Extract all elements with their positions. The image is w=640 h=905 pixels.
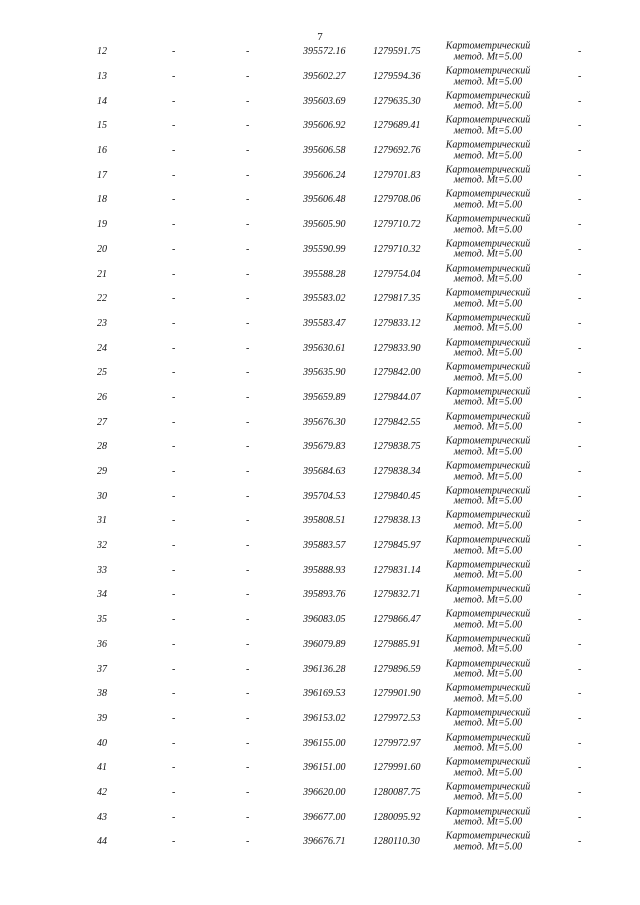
method-description: Картометрический метод. Mt=5.00 bbox=[445, 312, 531, 334]
empty-dash-2: - bbox=[246, 836, 250, 848]
empty-dash-3: - bbox=[578, 737, 582, 749]
method-description: Картометрический метод. Mt=5.00 bbox=[445, 139, 531, 162]
empty-dash-3: - bbox=[578, 688, 582, 700]
point-number: 15 bbox=[97, 120, 107, 132]
empty-dash-1: - bbox=[172, 293, 176, 305]
empty-dash-3: - bbox=[578, 169, 582, 181]
method-description: Картометрический метод. Mt=5.00 bbox=[445, 65, 531, 88]
method-description: Картометрический метод. Mt=5.00 bbox=[445, 213, 531, 236]
empty-dash-1: - bbox=[172, 688, 176, 700]
coordinate-y: 1280110.30 bbox=[373, 836, 420, 848]
empty-dash-2: - bbox=[246, 391, 250, 403]
empty-dash-3: - bbox=[578, 268, 582, 280]
empty-dash-1: - bbox=[172, 243, 176, 255]
table-row bbox=[0, 40, 640, 65]
empty-dash-3: - bbox=[578, 515, 582, 527]
coordinate-x: 395583.02 bbox=[303, 293, 346, 305]
coordinate-x: 395704.53 bbox=[303, 490, 346, 502]
empty-dash-3: - bbox=[578, 441, 582, 453]
method-description: Картометрический метод. Mt=5.00 bbox=[445, 337, 531, 359]
empty-dash-2: - bbox=[246, 441, 250, 453]
empty-dash-3: - bbox=[578, 614, 582, 626]
coordinate-x: 395606.24 bbox=[303, 169, 346, 181]
table-row bbox=[0, 213, 640, 238]
coordinate-x: 396155.00 bbox=[303, 737, 346, 749]
point-number: 29 bbox=[97, 466, 107, 478]
coordinate-x: 396136.28 bbox=[303, 663, 346, 675]
empty-dash-2: - bbox=[246, 46, 250, 58]
empty-dash-3: - bbox=[578, 243, 582, 255]
coordinate-y: 1279754.04 bbox=[373, 268, 421, 280]
coordinate-x: 395679.83 bbox=[303, 441, 346, 453]
table-row bbox=[0, 509, 640, 534]
coordinate-x: 395590.99 bbox=[303, 243, 346, 255]
coordinates-table bbox=[0, 40, 640, 855]
coordinate-x: 395676.30 bbox=[303, 416, 346, 428]
point-number: 12 bbox=[97, 46, 107, 58]
empty-dash-3: - bbox=[578, 416, 582, 428]
empty-dash-3: - bbox=[578, 786, 582, 798]
method-description: Картометрический метод. Mt=5.00 bbox=[445, 238, 531, 260]
coordinate-y: 1279840.45 bbox=[373, 490, 421, 502]
coordinate-x: 395602.27 bbox=[303, 71, 346, 83]
table-row bbox=[0, 682, 640, 707]
empty-dash-1: - bbox=[172, 71, 176, 83]
empty-dash-2: - bbox=[246, 95, 250, 107]
empty-dash-2: - bbox=[246, 688, 250, 700]
point-number: 32 bbox=[97, 540, 107, 552]
method-description: Картометрический метод. Mt=5.00 bbox=[445, 682, 531, 705]
empty-dash-1: - bbox=[172, 762, 176, 774]
empty-dash-3: - bbox=[578, 342, 582, 354]
empty-dash-2: - bbox=[246, 762, 250, 774]
table-row bbox=[0, 114, 640, 139]
empty-dash-3: - bbox=[578, 391, 582, 403]
coordinate-y: 1279833.12 bbox=[373, 317, 421, 329]
table-row bbox=[0, 805, 640, 830]
coordinate-x: 395635.90 bbox=[303, 367, 346, 379]
method-description: Картометрический метод. Mt=5.00 bbox=[445, 781, 531, 803]
coordinate-x: 395605.90 bbox=[303, 219, 346, 231]
empty-dash-1: - bbox=[172, 811, 176, 823]
empty-dash-3: - bbox=[578, 836, 582, 848]
coordinate-x: 396676.71 bbox=[303, 836, 346, 848]
method-description: Картометрический метод. Mt=5.00 bbox=[445, 658, 531, 680]
table-row bbox=[0, 238, 640, 263]
point-number: 16 bbox=[97, 145, 107, 157]
empty-dash-3: - bbox=[578, 293, 582, 305]
empty-dash-2: - bbox=[246, 342, 250, 354]
method-description: Картометрический метод. Mt=5.00 bbox=[445, 40, 531, 63]
method-description: Картометрический метод. Mt=5.00 bbox=[445, 756, 531, 779]
method-description: Картометрический метод. Mt=5.00 bbox=[445, 633, 531, 655]
empty-dash-1: - bbox=[172, 317, 176, 329]
empty-dash-2: - bbox=[246, 268, 250, 280]
empty-dash-2: - bbox=[246, 786, 250, 798]
empty-dash-1: - bbox=[172, 540, 176, 552]
table-row bbox=[0, 460, 640, 485]
table-row bbox=[0, 633, 640, 658]
point-number: 27 bbox=[97, 416, 107, 428]
empty-dash-3: - bbox=[578, 194, 582, 206]
coordinate-y: 1279832.71 bbox=[373, 589, 421, 601]
point-number: 20 bbox=[97, 243, 107, 255]
point-number: 14 bbox=[97, 95, 107, 107]
point-number: 17 bbox=[97, 169, 107, 181]
point-number: 36 bbox=[97, 638, 107, 650]
empty-dash-3: - bbox=[578, 145, 582, 157]
empty-dash-3: - bbox=[578, 564, 582, 576]
empty-dash-2: - bbox=[246, 614, 250, 626]
empty-dash-1: - bbox=[172, 564, 176, 576]
table-row bbox=[0, 312, 640, 337]
point-number: 21 bbox=[97, 268, 107, 280]
empty-dash-1: - bbox=[172, 515, 176, 527]
empty-dash-1: - bbox=[172, 169, 176, 181]
coordinate-x: 395893.76 bbox=[303, 589, 346, 601]
method-description: Картометрический метод. Mt=5.00 bbox=[445, 509, 531, 532]
method-description: Картометрический метод. Mt=5.00 bbox=[445, 114, 531, 137]
empty-dash-2: - bbox=[246, 317, 250, 329]
empty-dash-1: - bbox=[172, 836, 176, 848]
empty-dash-2: - bbox=[246, 589, 250, 601]
coordinate-y: 1280087.75 bbox=[373, 786, 421, 798]
table-row bbox=[0, 781, 640, 806]
point-number: 35 bbox=[97, 614, 107, 626]
coordinate-y: 1280095.92 bbox=[373, 811, 421, 823]
empty-dash-1: - bbox=[172, 638, 176, 650]
method-description: Картометрический метод. Mt=5.00 bbox=[445, 411, 531, 433]
coordinate-x: 395684.63 bbox=[303, 466, 346, 478]
point-number: 42 bbox=[97, 786, 107, 798]
coordinate-y: 1279833.90 bbox=[373, 342, 421, 354]
coordinate-y: 1279635.30 bbox=[373, 95, 421, 107]
table-row bbox=[0, 287, 640, 312]
table-row bbox=[0, 386, 640, 411]
empty-dash-2: - bbox=[246, 712, 250, 724]
point-number: 26 bbox=[97, 391, 107, 403]
coordinate-x: 395606.92 bbox=[303, 120, 346, 132]
coordinate-y: 1279838.34 bbox=[373, 466, 421, 478]
table-row bbox=[0, 731, 640, 756]
method-description: Картометрический метод. Mt=5.00 bbox=[445, 806, 531, 828]
coordinate-x: 395572.16 bbox=[303, 46, 346, 58]
empty-dash-1: - bbox=[172, 46, 176, 58]
point-number: 24 bbox=[97, 342, 107, 354]
point-number: 38 bbox=[97, 688, 107, 700]
coordinate-x: 395583.47 bbox=[303, 317, 346, 329]
empty-dash-2: - bbox=[246, 811, 250, 823]
point-number: 31 bbox=[97, 515, 107, 527]
empty-dash-1: - bbox=[172, 367, 176, 379]
empty-dash-1: - bbox=[172, 95, 176, 107]
empty-dash-3: - bbox=[578, 367, 582, 379]
table-row bbox=[0, 410, 640, 435]
empty-dash-1: - bbox=[172, 120, 176, 132]
coordinate-y: 1279901.90 bbox=[373, 688, 421, 700]
coordinate-x: 395808.51 bbox=[303, 515, 346, 527]
coordinate-y: 1279701.83 bbox=[373, 169, 421, 181]
empty-dash-2: - bbox=[246, 515, 250, 527]
empty-dash-1: - bbox=[172, 441, 176, 453]
coordinate-x: 396083.05 bbox=[303, 614, 346, 626]
empty-dash-1: - bbox=[172, 194, 176, 206]
empty-dash-1: - bbox=[172, 416, 176, 428]
empty-dash-3: - bbox=[578, 490, 582, 502]
point-number: 23 bbox=[97, 317, 107, 329]
empty-dash-3: - bbox=[578, 466, 582, 478]
empty-dash-2: - bbox=[246, 638, 250, 650]
method-description: Картометрический метод. Mt=5.00 bbox=[445, 534, 531, 557]
empty-dash-3: - bbox=[578, 589, 582, 601]
coordinate-x: 395606.58 bbox=[303, 145, 346, 157]
empty-dash-3: - bbox=[578, 540, 582, 552]
table-row bbox=[0, 657, 640, 682]
table-row bbox=[0, 484, 640, 509]
empty-dash-2: - bbox=[246, 490, 250, 502]
point-number: 41 bbox=[97, 762, 107, 774]
empty-dash-3: - bbox=[578, 663, 582, 675]
empty-dash-2: - bbox=[246, 219, 250, 231]
coordinate-x: 395659.89 bbox=[303, 391, 346, 403]
empty-dash-3: - bbox=[578, 120, 582, 132]
coordinate-y: 1279842.00 bbox=[373, 367, 421, 379]
table-row bbox=[0, 435, 640, 460]
empty-dash-3: - bbox=[578, 95, 582, 107]
coordinate-x: 395883.57 bbox=[303, 540, 346, 552]
coordinate-y: 1279710.32 bbox=[373, 243, 421, 255]
empty-dash-3: - bbox=[578, 219, 582, 231]
point-number: 28 bbox=[97, 441, 107, 453]
coordinate-y: 1279591.75 bbox=[373, 46, 421, 58]
empty-dash-2: - bbox=[246, 367, 250, 379]
coordinate-x: 396153.02 bbox=[303, 712, 346, 724]
table-row bbox=[0, 830, 640, 855]
method-description: Картометрический метод. Mt=5.00 bbox=[445, 90, 531, 112]
empty-dash-1: - bbox=[172, 614, 176, 626]
point-number: 19 bbox=[97, 219, 107, 231]
coordinate-y: 1279972.97 bbox=[373, 737, 421, 749]
coordinate-y: 1279708.06 bbox=[373, 194, 421, 206]
method-description: Картометрический метод. Mt=5.00 bbox=[445, 287, 531, 310]
coordinate-y: 1279845.97 bbox=[373, 540, 421, 552]
point-number: 18 bbox=[97, 194, 107, 206]
table-row bbox=[0, 707, 640, 732]
empty-dash-2: - bbox=[246, 737, 250, 749]
coordinate-x: 395603.69 bbox=[303, 95, 346, 107]
method-description: Картометрический метод. Mt=5.00 bbox=[445, 460, 531, 483]
method-description: Картометрический метод. Mt=5.00 bbox=[445, 608, 531, 631]
table-row bbox=[0, 608, 640, 633]
empty-dash-2: - bbox=[246, 145, 250, 157]
point-number: 39 bbox=[97, 712, 107, 724]
empty-dash-1: - bbox=[172, 268, 176, 280]
method-description: Картометрический метод. Mt=5.00 bbox=[445, 361, 531, 384]
empty-dash-2: - bbox=[246, 540, 250, 552]
table-row bbox=[0, 756, 640, 781]
coordinate-y: 1279885.91 bbox=[373, 638, 421, 650]
page-number: 7 bbox=[317, 31, 323, 43]
coordinate-x: 396677.00 bbox=[303, 811, 346, 823]
coordinate-x: 396620.00 bbox=[303, 786, 346, 798]
empty-dash-3: - bbox=[578, 762, 582, 774]
empty-dash-2: - bbox=[246, 416, 250, 428]
method-description: Картометрический метод. Mt=5.00 bbox=[445, 164, 531, 186]
point-number: 44 bbox=[97, 836, 107, 848]
method-description: Картометрический метод. Mt=5.00 bbox=[445, 732, 531, 754]
table-row bbox=[0, 139, 640, 164]
table-row bbox=[0, 558, 640, 583]
coordinate-y: 1279692.76 bbox=[373, 145, 421, 157]
empty-dash-1: - bbox=[172, 219, 176, 231]
coordinate-y: 1279896.59 bbox=[373, 663, 421, 675]
point-number: 34 bbox=[97, 589, 107, 601]
empty-dash-2: - bbox=[246, 293, 250, 305]
empty-dash-3: - bbox=[578, 638, 582, 650]
empty-dash-3: - bbox=[578, 71, 582, 83]
empty-dash-2: - bbox=[246, 169, 250, 181]
method-description: Картометрический метод. Mt=5.00 bbox=[445, 386, 531, 408]
empty-dash-2: - bbox=[246, 120, 250, 132]
method-description: Картометрический метод. Mt=5.00 bbox=[445, 559, 531, 581]
table-row bbox=[0, 89, 640, 114]
method-description: Картометрический метод. Mt=5.00 bbox=[445, 830, 531, 853]
coordinate-x: 395588.28 bbox=[303, 268, 346, 280]
point-number: 22 bbox=[97, 293, 107, 305]
empty-dash-3: - bbox=[578, 317, 582, 329]
method-description: Картометрический метод. Mt=5.00 bbox=[445, 435, 531, 458]
empty-dash-2: - bbox=[246, 194, 250, 206]
table-row bbox=[0, 188, 640, 213]
point-number: 25 bbox=[97, 367, 107, 379]
table-row bbox=[0, 361, 640, 386]
coordinate-y: 1279817.35 bbox=[373, 293, 421, 305]
coordinate-y: 1279842.55 bbox=[373, 416, 421, 428]
coordinate-y: 1279991.60 bbox=[373, 762, 421, 774]
coordinate-y: 1279689.41 bbox=[373, 120, 421, 132]
empty-dash-1: - bbox=[172, 466, 176, 478]
point-number: 43 bbox=[97, 811, 107, 823]
method-description: Картометрический метод. Mt=5.00 bbox=[445, 188, 531, 211]
empty-dash-2: - bbox=[246, 663, 250, 675]
empty-dash-1: - bbox=[172, 490, 176, 502]
empty-dash-2: - bbox=[246, 564, 250, 576]
method-description: Картометрический метод. Mt=5.00 bbox=[445, 485, 531, 507]
empty-dash-1: - bbox=[172, 145, 176, 157]
coordinate-y: 1279710.72 bbox=[373, 219, 421, 231]
table-row bbox=[0, 583, 640, 608]
method-description: Картометрический метод. Mt=5.00 bbox=[445, 263, 531, 285]
coordinate-x: 395606.48 bbox=[303, 194, 346, 206]
table-row bbox=[0, 65, 640, 90]
coordinate-y: 1279831.14 bbox=[373, 564, 421, 576]
empty-dash-1: - bbox=[172, 342, 176, 354]
empty-dash-2: - bbox=[246, 243, 250, 255]
point-number: 30 bbox=[97, 490, 107, 502]
table-row bbox=[0, 163, 640, 188]
method-description: Картометрический метод. Mt=5.00 bbox=[445, 707, 531, 729]
empty-dash-3: - bbox=[578, 712, 582, 724]
point-number: 37 bbox=[97, 663, 107, 675]
coordinate-x: 396151.00 bbox=[303, 762, 346, 774]
point-number: 33 bbox=[97, 564, 107, 576]
table-row bbox=[0, 336, 640, 361]
coordinate-x: 395888.93 bbox=[303, 564, 346, 576]
empty-dash-1: - bbox=[172, 391, 176, 403]
table-row bbox=[0, 262, 640, 287]
empty-dash-3: - bbox=[578, 46, 582, 58]
coordinate-y: 1279594.36 bbox=[373, 71, 421, 83]
table-row bbox=[0, 534, 640, 559]
coordinate-y: 1279838.13 bbox=[373, 515, 421, 527]
coordinate-y: 1279866.47 bbox=[373, 614, 421, 626]
empty-dash-2: - bbox=[246, 466, 250, 478]
empty-dash-2: - bbox=[246, 71, 250, 83]
coordinate-x: 396079.89 bbox=[303, 638, 346, 650]
empty-dash-1: - bbox=[172, 786, 176, 798]
coordinate-x: 396169.53 bbox=[303, 688, 346, 700]
empty-dash-1: - bbox=[172, 663, 176, 675]
empty-dash-1: - bbox=[172, 712, 176, 724]
point-number: 13 bbox=[97, 71, 107, 83]
point-number: 40 bbox=[97, 737, 107, 749]
coordinate-x: 395630.61 bbox=[303, 342, 346, 354]
empty-dash-1: - bbox=[172, 737, 176, 749]
empty-dash-1: - bbox=[172, 589, 176, 601]
coordinate-y: 1279838.75 bbox=[373, 441, 421, 453]
empty-dash-3: - bbox=[578, 811, 582, 823]
coordinate-y: 1279972.53 bbox=[373, 712, 421, 724]
coordinate-y: 1279844.07 bbox=[373, 391, 421, 403]
method-description: Картометрический метод. Mt=5.00 bbox=[445, 583, 531, 606]
